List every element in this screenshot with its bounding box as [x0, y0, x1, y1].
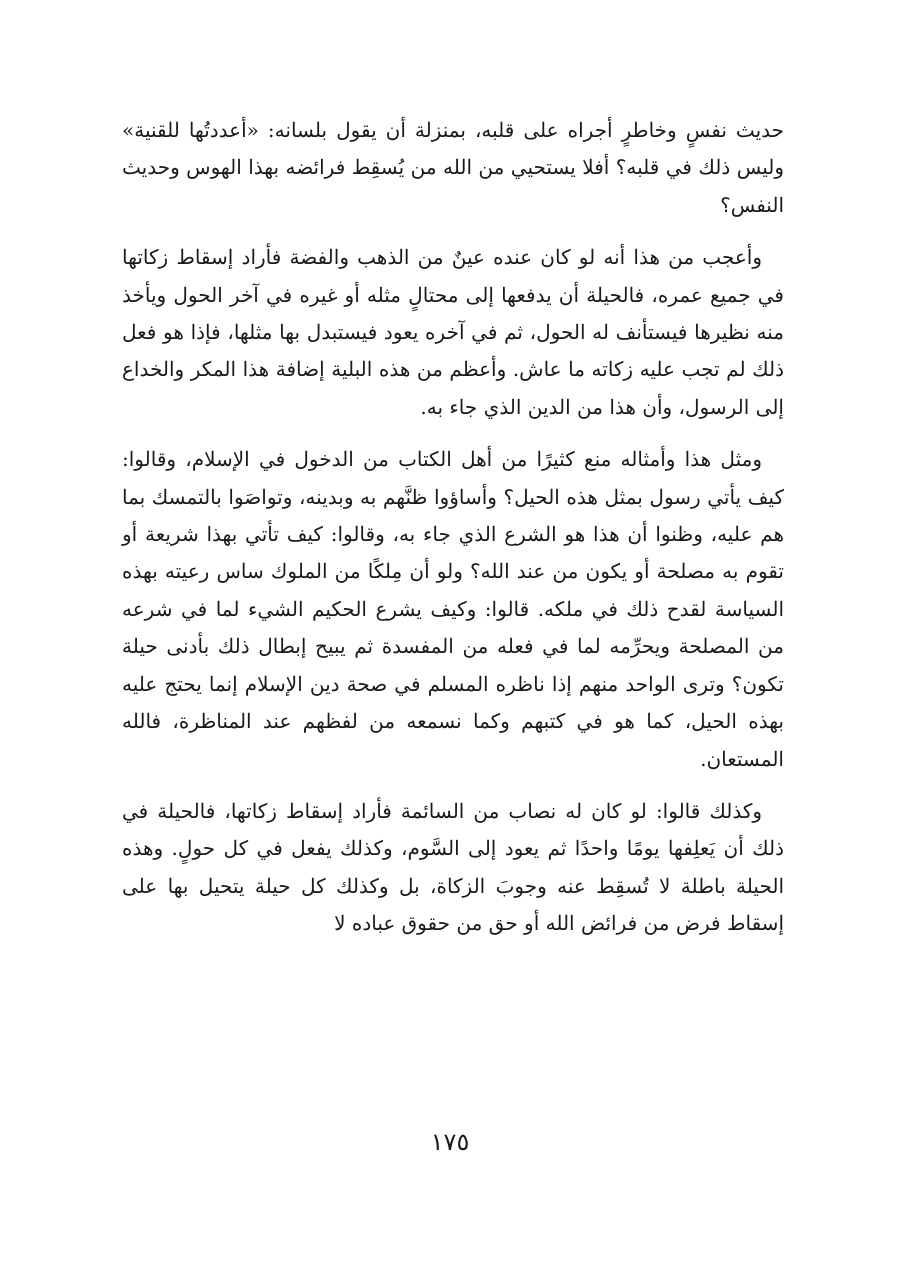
- paragraph-3: ومثل هذا وأمثاله منع كثيرًا من أهل الكتاب من الدخول في الإسلام، وقالوا: كيف يأتي رسول بمثل هذه الحيل؟ وأساؤوا ظنَّهم به وبدينه، وتواصَوا بالتمسك بما هم عليه، وظنوا أن هذا هو الشرع الذي جاء به، وقالوا: كيف تأتي بهذا شريعة أو تقوم به مصلحة أو يكون من عند الله؟ ولو أن مِلكًا من الملوك ساس رعيته بهذه السياسة لقدح ذلك في ملكه. قالوا: وكيف يشرع الحكيم الشيء لما في شرعه من المصلحة ويحرِّمه لما في فعله من المفسدة ثم يبيح إبطال ذلك بأدنى حيلة تكون؟ وترى الواحد منهم إذا ناظره المسلم في صحة دين الإسلام إنما يحتج عليه بهذه الحيل، كما هو في كتبهم وكما نسمعه من لفظهم عند المناظرة، فالله المستعان.: [122, 447, 784, 771]
- page-number: ١٧٥: [430, 1128, 470, 1156]
- paragraph-1: حديث نفسٍ وخاطرٍ أجراه على قلبه، بمنزلة أن يقول بلسانه: «أعددتُها للقنية» وليس ذلك في قلبه؟ أفلا يستحيي من الله من يُسقِط فرائضه بهذا الهوس وحديث النفس؟: [122, 118, 784, 217]
- paragraph-4: وكذلك قالوا: لو كان له نصاب من السائمة فأراد إسقاط زكاتها، فالحيلة في ذلك أن يَعلِفها يومًا واحدًا ثم يعود إلى السَّوم، وكذلك يفعل في كل حولٍ. وهذه الحيلة باطلة لا تُسقِط عنه وجوبَ الزكاة، بل وكذلك كل حيلة يتحيل بها على إسقاط فرض من فرائض الله أو حق من حقوق عباده لا: [122, 798, 784, 936]
- body-text: [122, 112, 784, 958]
- paragraph-2: وأعجب من هذا أنه لو كان عنده عينٌ من الذهب والفضة فأراد إسقاط زكاتها في جميع عمره، فالحيلة أن يدفعها إلى محتالٍ مثله أو غيره في آخر الحول ويأخذ منه نظيرها فيستأنف له الحول، ثم في آخره يعود فيستبدل بها مثلها، فإذا هو فعل ذلك لم تجب عليه زكاته ما عاش. وأعظم من هذه البلية إضافة هذا المكر والخداع إلى الرسول، وأن هذا من الدين الذي جاء به.: [122, 245, 784, 419]
